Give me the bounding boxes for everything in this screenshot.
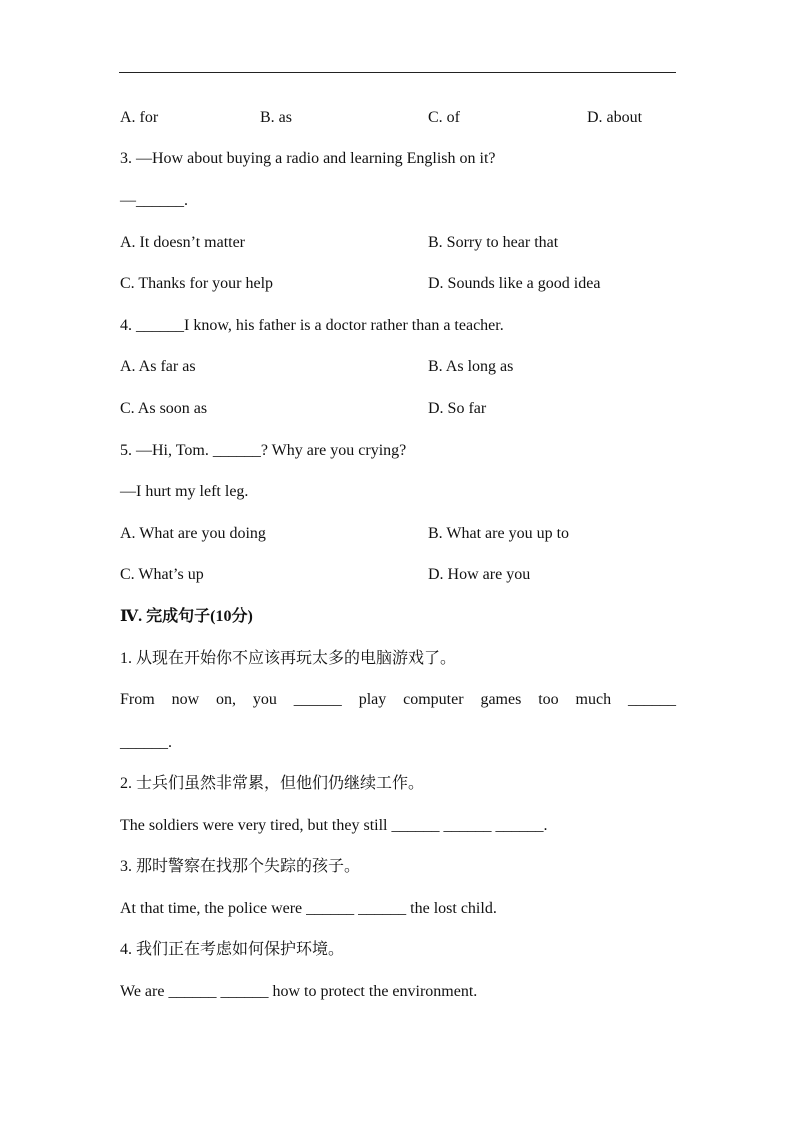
item1-chinese: 1. 从现在开始你不应该再玩太多的电脑游戏了。	[120, 650, 457, 667]
q5-option-b: B. What are you up to	[428, 525, 570, 542]
q3-option-d: D. Sounds like a good idea	[428, 275, 601, 292]
q2-option-d: D. about	[587, 109, 643, 126]
q2-option-c: C. of	[428, 109, 460, 126]
q4-option-a: A. As far as	[120, 358, 196, 375]
q5-option-a: A. What are you doing	[120, 525, 266, 542]
q2-option-b: B. as	[260, 109, 292, 126]
q4-option-b: B. As long as	[428, 358, 514, 375]
q4-option-d: D. So far	[428, 400, 487, 417]
q3-question: 3. —How about buying a radio and learning English on it?	[120, 150, 496, 167]
q5-option-d: D. How are you	[428, 566, 531, 583]
q3-option-b: B. Sorry to hear that	[428, 234, 559, 251]
q2-option-a: A. for	[120, 109, 159, 126]
q5-answer: —I hurt my left leg.	[120, 483, 249, 500]
q3-option-c: C. Thanks for your help	[120, 275, 274, 292]
q4-option-c: C. As soon as	[120, 400, 208, 417]
q3-option-a: A. It doesn’t matter	[120, 234, 246, 251]
item3-chinese: 3. 那时警察在找那个失踪的孩子。	[120, 858, 361, 875]
q3-answer-blank: —______.	[120, 192, 188, 209]
item4-chinese: 4. 我们正在考虑如何保护环境。	[120, 941, 345, 958]
item1-english-continued: ______.	[120, 734, 172, 751]
q5-option-c: C. What’s up	[120, 566, 204, 583]
q5-question: 5. —Hi, Tom. ______? Why are you crying?	[120, 442, 407, 459]
item2-chinese: 2. 士兵们虽然非常累，但他们仍继续工作。	[120, 775, 425, 792]
header-rule	[119, 72, 676, 73]
item1-english: From now on, you ______ play computer games too much ______	[120, 691, 676, 708]
q4-question: 4. ______I know, his father is a doctor rather than a teacher.	[120, 317, 504, 334]
item3-english: At that time, the police were ______ ______ the lost child.	[120, 900, 497, 917]
item4-english: We are ______ ______ how to protect the environment.	[120, 983, 478, 1000]
section-heading: Ⅳ. 完成句子(10分)	[120, 608, 253, 625]
item2-english: The soldiers were very tired, but they still ______ ______ ______.	[120, 817, 548, 834]
